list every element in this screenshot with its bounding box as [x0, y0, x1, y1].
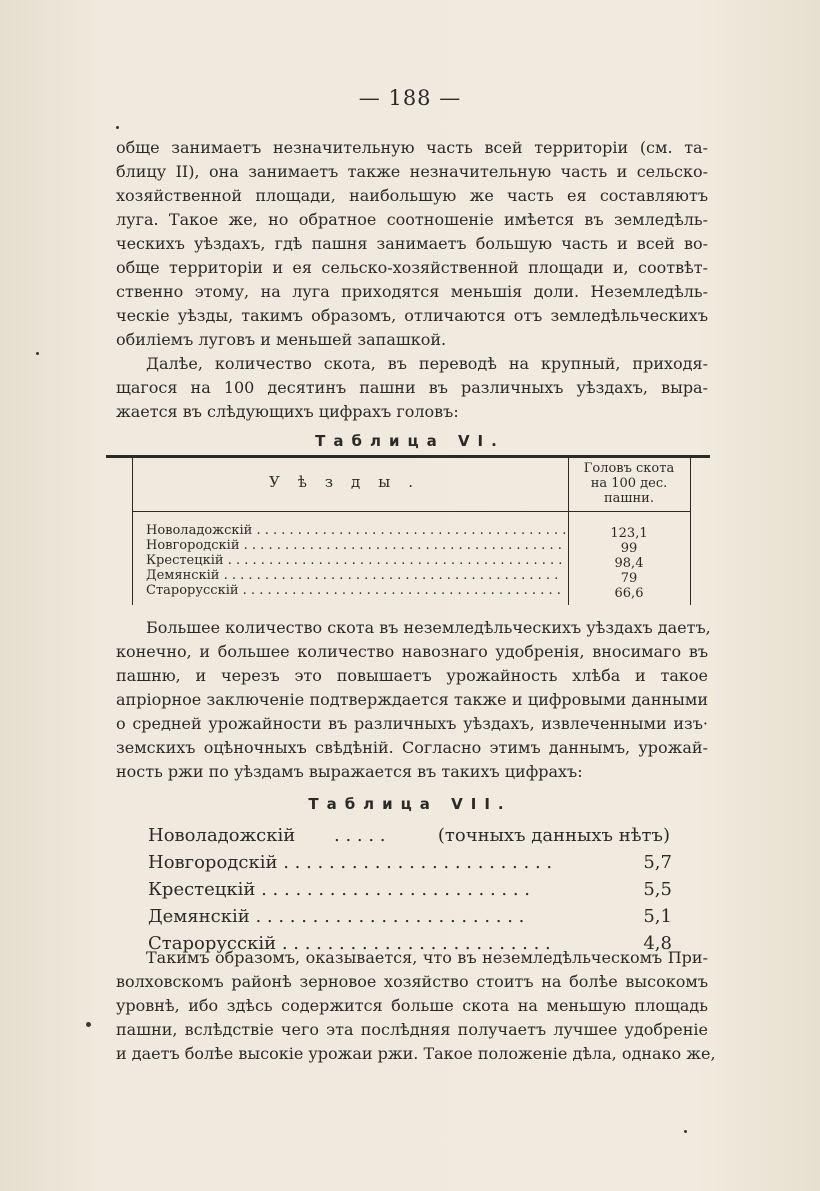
table-row-name: Новоладожскій [148, 825, 296, 846]
table-column-divider [568, 458, 569, 605]
dot-leader: . . . . . [334, 825, 386, 846]
text-line: о средней урожайности въ различныхъ уѣздахъ, извлеченными изъ· [116, 714, 708, 733]
text-line: пашни, вслѣдствіе чего эта послѣдняя получаетъ лучшее удобреніе [116, 1020, 708, 1039]
table-row-name: Новгородскій [148, 852, 278, 873]
text-line: волховскомъ районѣ зерновое хозяйство стоитъ на болѣе высокомъ [116, 972, 708, 991]
text-line: луга. Такое же, но обратное соотношеніе имѣется въ земледѣль- [116, 210, 708, 229]
table-row-value: 123,1 [610, 526, 648, 541]
paragraph-3 [116, 616, 711, 784]
table-row [148, 876, 672, 903]
ink-speck [684, 1130, 687, 1133]
table-row-value: 5,5 [643, 879, 672, 900]
text-line: ственно этому, на луга приходятся меньшія доли. Неземледѣль- [116, 282, 708, 301]
text-line: ность ржи по уѣздамъ выражается въ такихъ цифрахъ: [116, 762, 583, 781]
dot-leader: . . . . . . . . . . . . . . . . . . . . . . . . [277, 852, 553, 873]
table-row-value: 4,8 [643, 933, 672, 954]
text-line: апріорное заключеніе подтверждается также и цифровыми данными [116, 690, 708, 709]
table-row-value: 66,6 [614, 586, 644, 601]
text-line: Большее количество скота въ неземледѣльческихъ уѣздахъ даетъ, [146, 618, 711, 637]
dot-leader: . . . . . . . . . . . . . . . . . . . . . . . . [276, 933, 551, 954]
text-line: ческіе уѣзды, такимъ образомъ, отличаются отъ земледѣльческихъ [116, 306, 708, 325]
table-row-value: 99 [620, 541, 638, 556]
text-line: хозяйственной площади, наибольшую же часть ея составляютъ [116, 186, 708, 205]
table-row-value: 98,4 [614, 556, 644, 571]
text-line: Далѣе, количество скота, въ переводѣ на крупный, приходя- [146, 354, 708, 373]
table-row-name: Старорусскій [148, 933, 277, 954]
text-line: щагося на 100 десятинъ пашни въ различныхъ уѣздахъ, выра- [116, 378, 708, 397]
text-line: пашню, и черезъ это повышаетъ урожайность хлѣба и такое [116, 666, 708, 685]
table-row-value: (точныхъ данныхъ нѣтъ) [437, 825, 670, 846]
table-row-name: Новоладожскій . . . [146, 523, 566, 538]
page-number: — 188 — [358, 86, 462, 110]
text-line: и даетъ болѣе высокіе урожаи ржи. Такое положеніе дѣла, однако же, [116, 1044, 716, 1063]
table-7 [148, 822, 672, 957]
text-line: жается въ слѣдующихъ цифрахъ головъ: [116, 402, 459, 421]
table-6 [106, 455, 710, 605]
header-line: на 100 дес. [590, 476, 668, 491]
text-line: Такимъ образомъ, оказывается, что въ неземледѣльческомъ При- [146, 948, 708, 967]
table-row-name: Старорусскій . . . [146, 583, 566, 598]
table-top-rule [106, 455, 710, 458]
table-6-title: Таблица VI. [315, 432, 505, 450]
table-right-border [690, 458, 691, 605]
table-row-name: Демянскій [148, 906, 250, 927]
table-row-value: 79 [620, 571, 638, 586]
table-header-districts: Уѣзды. [268, 473, 431, 491]
table-row [148, 903, 672, 930]
text-line: ческихъ уѣздахъ, гдѣ пашня занимаетъ большую часть и всей во- [116, 234, 708, 253]
ink-speck [116, 126, 119, 129]
table-row-value: 5,7 [643, 852, 672, 873]
table-row [148, 849, 672, 876]
table-row-value: 5,1 [643, 906, 672, 927]
paragraph-4 [116, 946, 716, 1066]
ink-speck [86, 1022, 91, 1027]
dot-leader: . . . . . . . . . . . . . . . . . . . . . . . . [249, 906, 525, 927]
text-line: обиліемъ луговъ и меньшей запашкой. [116, 330, 447, 349]
table-6-names [146, 523, 566, 598]
header-line: пашни. [604, 491, 654, 506]
text-line: конечно, и большее количество навознаго удобренія, вносимаго въ [116, 642, 708, 661]
paragraph-1 [116, 136, 708, 352]
dot-leader: . . . . . . . . . . . . . . . . . . . . . . . . [255, 879, 531, 900]
table-row [148, 822, 672, 849]
paragraph-2 [116, 352, 708, 424]
table-row-name: Крестецкій [148, 879, 256, 900]
table-header-cattle [572, 461, 686, 506]
table-7-title: Таблица VII. [308, 795, 512, 813]
text-line: блицу II), она занимаетъ также незначительную часть и сельско- [116, 162, 708, 181]
text-line: обще территоріи и ея сельско-хозяйственной площади и, соотвѣт- [116, 258, 708, 277]
table-header-rule [132, 511, 690, 512]
ink-speck [36, 352, 39, 355]
table-row-name: Новгородскій . . . [146, 538, 566, 553]
text-line: земскихъ оцѣночныхъ свѣдѣній. Согласно этимъ даннымъ, урожай- [116, 738, 708, 757]
table-6-values [572, 526, 686, 601]
text-line: уровнѣ, ибо здѣсь содержится больше скота на меньшую площадь [116, 996, 708, 1015]
table-row-name: Демянскій . . . [146, 568, 566, 583]
header-line: Головъ скота [583, 461, 675, 476]
table-row-name: Крестецкій . . . [146, 553, 566, 568]
text-line: обще занимаетъ незначительную часть всей территоріи (см. та- [116, 138, 708, 157]
